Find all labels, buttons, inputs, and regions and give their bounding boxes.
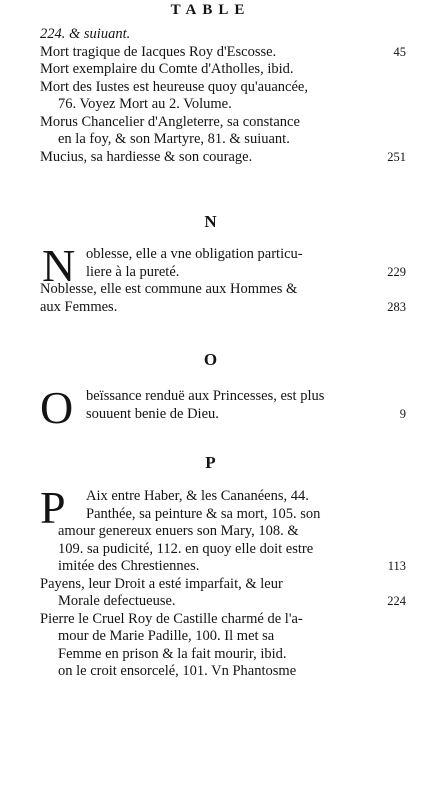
section-o-entries xyxy=(40,382,406,433)
section-n-entries xyxy=(40,240,406,316)
index-entry-continued xyxy=(40,541,406,559)
entry-text: Mort des Iustes est heureuse quoy qu'auancée, xyxy=(40,78,308,95)
index-entry xyxy=(40,79,406,97)
entry-text: 109. sa pudicité, 112. en quoy elle doit estre xyxy=(58,540,314,557)
entry-text: Mucius, sa hardiesse & son courage. xyxy=(40,148,253,165)
entry-text: Morus Chancelier d'Angleterre, sa constance xyxy=(40,113,300,130)
section-p-entries xyxy=(40,482,406,681)
index-entry-continued xyxy=(40,131,406,149)
page-number: 251 xyxy=(387,149,406,164)
entry-text: Morale defectueuse. xyxy=(58,593,176,609)
index-entry-continued xyxy=(40,299,406,317)
index-entry xyxy=(40,114,406,132)
entry-text: on le croit ensorcelé, 101. Vn Phantosme xyxy=(58,663,297,679)
entry-text: Panthée, sa peinture & sa mort, 105. son xyxy=(86,505,321,522)
entry-text: liere à la pureté. xyxy=(86,263,180,280)
continuation-line: 224. & suiuant. xyxy=(40,26,131,42)
index-entry-continued xyxy=(40,264,406,282)
entry-text: oblesse, elle a vne obligation particu- xyxy=(86,246,303,262)
index-entry xyxy=(40,576,406,594)
entry-text: Aix entre Haber, & les Cananéens, 44. xyxy=(86,488,309,504)
entry-text: souuent benie de Dieu. xyxy=(86,405,219,422)
index-entry xyxy=(40,506,406,524)
page-number: 224 xyxy=(387,594,406,608)
drop-cap-o: O xyxy=(40,382,74,433)
index-entry xyxy=(40,488,406,506)
entry-text: Mort tragique de Iacques Roy d'Escosse. xyxy=(40,43,277,60)
index-entry-continued xyxy=(40,558,406,576)
index-entry xyxy=(40,149,406,167)
entry-text: en la foy, & son Martyre, 81. & suiuant. xyxy=(58,131,290,147)
drop-cap-p: P xyxy=(40,482,66,533)
index-entry-continued xyxy=(40,406,406,424)
index-entry xyxy=(40,611,406,629)
running-header: TABLE xyxy=(170,2,251,18)
index-entry-continued xyxy=(40,96,406,114)
entry-text: Pierre le Cruel Roy de Castille charmé de l'a- xyxy=(40,610,303,627)
entry-text: mour de Marie Padille, 100. Il met sa xyxy=(58,628,275,644)
page-number: 283 xyxy=(387,299,406,314)
section-letter-n: N xyxy=(204,212,217,231)
entry-text: Payens, leur Droit a esté imparfait, & leur xyxy=(40,575,283,592)
section-m-entries xyxy=(40,26,406,166)
index-entry xyxy=(40,44,406,62)
page-number: 9 xyxy=(399,406,406,421)
index-entry xyxy=(40,388,406,406)
section-letter-o: O xyxy=(203,350,218,369)
page-number: 113 xyxy=(387,559,406,573)
index-entry xyxy=(40,61,406,79)
section-letter-p: P xyxy=(205,453,216,472)
index-entry xyxy=(40,246,406,264)
entry-text: Femme en prison & la fait mourir, ibid. xyxy=(58,645,287,662)
page-number: 229 xyxy=(387,264,406,279)
entry-text: 76. Voyez Mort au 2. Volume. xyxy=(58,96,232,112)
entry-text: Noblesse, elle est commune aux Hommes & xyxy=(40,281,298,297)
entry-text: aux Femmes. xyxy=(40,298,118,315)
index-entry-continued xyxy=(40,646,406,664)
index-entry-continued xyxy=(40,628,406,646)
page-number: 45 xyxy=(393,44,406,59)
entry-text: imitée des Chrestiennes. xyxy=(58,558,200,574)
index-entry-continued xyxy=(40,593,406,611)
index-entry xyxy=(40,281,406,299)
index-entry-continued xyxy=(40,663,406,681)
drop-cap-n: N xyxy=(42,240,76,291)
entry-text: beïssance renduë aux Princesses, est plus xyxy=(86,388,325,404)
entry-text: Mort exemplaire du Comte d'Atholles, ibid. xyxy=(40,61,294,77)
entry-text: amour genereux enuers son Mary, 108. & xyxy=(58,523,299,539)
index-entry-continued xyxy=(40,523,406,541)
